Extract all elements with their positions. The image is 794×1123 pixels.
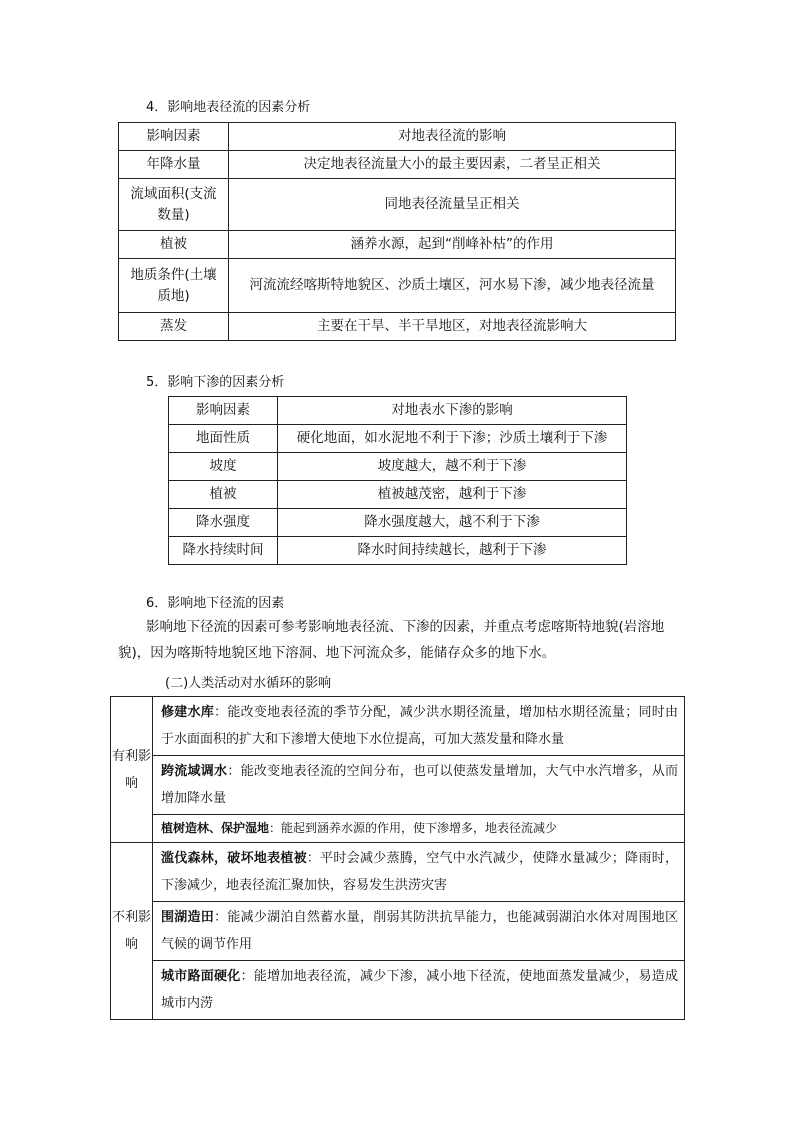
- header-effect: 对地表径流的影响: [229, 123, 676, 151]
- header-factor: 影响因素: [119, 123, 229, 151]
- table-row: [119, 313, 676, 341]
- effect-cell: 涵养水源，起到“削峰补枯”的作用: [229, 231, 676, 259]
- impact-keyword: 跨流域调水: [161, 764, 228, 779]
- table-header-row: [169, 397, 627, 425]
- impact-keyword: 城市路面硬化: [161, 969, 241, 984]
- impact-item: [153, 815, 685, 843]
- table-row: [169, 481, 627, 509]
- table-row: [119, 259, 676, 313]
- section6-heading: 6．影响地下径流的因素: [146, 596, 285, 611]
- table-row: [111, 815, 685, 843]
- impact-item: [153, 902, 685, 961]
- header-effect: 对地表水下渗的影响: [278, 397, 627, 425]
- impact-keyword: 植树造林、保护湿地: [161, 821, 270, 835]
- table-row: [111, 843, 685, 902]
- table-row: [169, 509, 627, 537]
- impact-item: [153, 843, 685, 902]
- effect-cell: 降水强度越大，越不利于下渗: [278, 509, 627, 537]
- effect-cell: 坡度越大，越不利于下渗: [278, 453, 627, 481]
- impact-item: [153, 961, 685, 1020]
- factor-cell: 降水持续时间: [169, 537, 278, 565]
- factor-cell: 植被: [119, 231, 229, 259]
- surface-runoff-table: [118, 122, 676, 341]
- table-row: [169, 425, 627, 453]
- table-row: [119, 179, 676, 231]
- impact-keyword: 滥伐森林，破坏地表植被: [161, 851, 307, 866]
- table-row: [111, 697, 685, 756]
- section6-paragraph: 影响地下径流的因素可参考影响地表径流、下渗的因素，并重点考虑喀斯特地貌(岩溶地貌)，因为喀斯特地貌区地下溶洞、地下河流众多，能储存众多的地下水。: [118, 619, 665, 661]
- section4-heading: 4．影响地表径流的因素分析: [146, 100, 311, 115]
- table-header-row: [119, 123, 676, 151]
- favorable-label: 有利影响: [111, 697, 153, 843]
- factor-cell: 坡度: [169, 453, 278, 481]
- impact-text: ：能增加地表径流，减少下渗，减小地下径流，使地面蒸发量减少，易造成城市内涝: [161, 969, 678, 1011]
- impact-item: [153, 697, 685, 756]
- table-row: [111, 756, 685, 815]
- effect-cell: 河流流经喀斯特地貌区、沙质土壤区，河水易下渗，减少地表径流量: [229, 259, 676, 313]
- header-factor: 影响因素: [169, 397, 278, 425]
- impact-text: ：平时会减少蒸腾，空气中水汽减少，使降水量减少；降雨时，下渗减少，地表径流汇聚加快，容易发生洪涝灾害: [161, 851, 678, 893]
- impact-keyword: 围湖造田: [161, 910, 215, 925]
- impact-text: ：能改变地表径流的空间分布，也可以使蒸发量增加，大气中水汽增多，从而增加降水量: [161, 764, 678, 806]
- effect-cell: 硬化地面，如水泥地不利于下渗；沙质土壤利于下渗: [278, 425, 627, 453]
- effect-cell: 决定地表径流量大小的最主要因素，二者呈正相关: [229, 151, 676, 179]
- impact-keyword: 修建水库: [161, 705, 215, 720]
- table-row: [119, 231, 676, 259]
- impact-text: ：能起到涵养水源的作用，使下渗增多，地表径流减少: [269, 821, 558, 835]
- section5-heading: 5．影响下渗的因素分析: [146, 375, 285, 390]
- table-row: [111, 961, 685, 1020]
- table-row: [169, 537, 627, 565]
- factor-cell: 植被: [169, 481, 278, 509]
- table-row: [111, 902, 685, 961]
- effect-cell: 降水时间持续越长，越利于下渗: [278, 537, 627, 565]
- factor-cell: 蒸发: [119, 313, 229, 341]
- table-row: [169, 453, 627, 481]
- factor-cell: 流域面积(支流数量): [119, 179, 229, 231]
- human-impact-table: [110, 696, 685, 1020]
- factor-cell: 降水强度: [169, 509, 278, 537]
- section7-heading: (二)人类活动对水循环的影响: [165, 676, 332, 691]
- effect-cell: 植被越茂密，越利于下渗: [278, 481, 627, 509]
- table-row: [119, 151, 676, 179]
- factor-cell: 地质条件(土壤质地): [119, 259, 229, 313]
- impact-text: ：能减少湖泊自然蓄水量，削弱其防洪抗旱能力，也能减弱湖泊水体对周围地区气候的调节作用: [161, 910, 678, 952]
- unfavorable-label: 不利影响: [111, 843, 153, 1020]
- impact-text: ：能改变地表径流的季节分配，减少洪水期径流量，增加枯水期径流量；同时由于水面面积的扩大和下渗增大使地下水位提高，可加大蒸发量和降水量: [161, 705, 678, 747]
- infiltration-table: [168, 396, 627, 565]
- effect-cell: 主要在干旱、半干旱地区，对地表径流影响大: [229, 313, 676, 341]
- factor-cell: 地面性质: [169, 425, 278, 453]
- effect-cell: 同地表径流量呈正相关: [229, 179, 676, 231]
- factor-cell: 年降水量: [119, 151, 229, 179]
- impact-item: [153, 756, 685, 815]
